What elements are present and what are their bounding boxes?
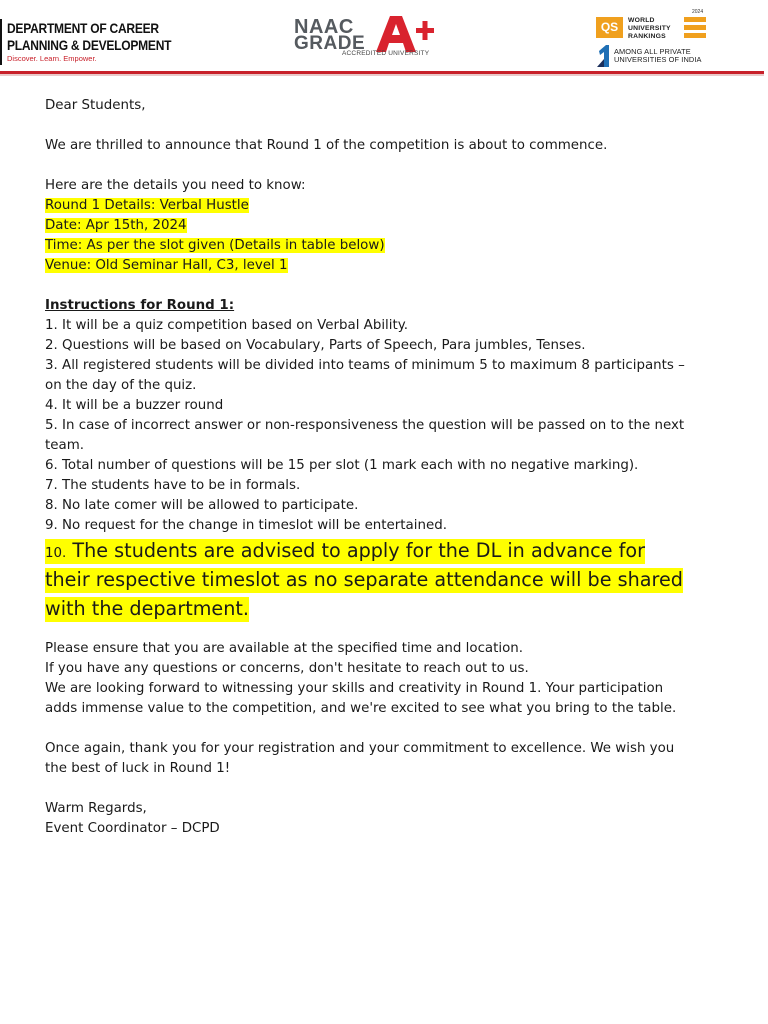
dcpd-logo-bar — [0, 19, 2, 65]
closing-paragraph: adds immense value to the competition, and we're excited to see what you bring to the table. — [45, 701, 677, 716]
detail-date: Date: Apr 15th, 2024 — [45, 218, 187, 233]
qs-line2: UNIVERSITY — [628, 25, 671, 32]
instructions-heading: Instructions for Round 1: — [45, 298, 235, 313]
instruction-item: 9. No request for the change in timeslot will be entertained. — [45, 518, 447, 533]
detail-venue: Venue: Old Seminar Hall, C3, level 1 — [45, 258, 288, 273]
advisory-note-line — [45, 594, 725, 623]
detail-event: Round 1 Details: Verbal Hustle — [45, 198, 249, 213]
details-lead: Here are the details you need to know: — [45, 178, 306, 193]
signature: Event Coordinator – DCPD — [45, 821, 220, 836]
instruction-item: on the day of the quiz. — [45, 378, 197, 393]
qs-among-line2: UNIVERSITIES OF INDIA — [614, 55, 702, 64]
instruction-item: 7. The students have to be in formals. — [45, 478, 301, 493]
detail-time: Time: As per the slot given (Details in table below) — [45, 238, 385, 253]
thanks-paragraph: Once again, thank you for your registration and your commitment to excellence. We wish you — [45, 741, 675, 756]
intro-paragraph: We are thrilled to announce that Round 1 of the competition is about to commence. — [45, 138, 608, 153]
qs-line1: WORLD — [628, 17, 655, 24]
signoff: Warm Regards, — [45, 801, 147, 816]
naac-grade: GRADE — [294, 33, 366, 54]
naac-accredited-text: ACCREDITED UNIVERSITY — [342, 50, 430, 57]
advisory-note-text: The students are advised to apply for the DL in advance for — [66, 539, 645, 562]
qs-among-line1: AMONG ALL PRIVATE — [614, 47, 691, 56]
instruction-item: 1. It will be a quiz competition based on Verbal Ability. — [45, 318, 409, 333]
instruction-item: 3. All registered students will be divided into teams of minimum 5 to maximum 8 participants – — [45, 358, 685, 373]
instruction-item: 2. Questions will be based on Vocabulary, Parts of Speech, Para jumbles, Tenses. — [45, 338, 586, 353]
advisory-note-line — [45, 536, 725, 565]
naac-logo — [292, 16, 442, 60]
qs-line3: RANKINGS — [628, 33, 666, 40]
letter-body — [45, 96, 725, 839]
header-divider-shadow — [0, 74, 764, 76]
advisory-note-text: their respective timeslot as no separate attendance will be shared — [45, 568, 683, 591]
letterhead — [0, 0, 768, 76]
advisory-note-text: with the department. — [45, 597, 250, 620]
dcpd-tagline: Discover. Learn. Empower. — [7, 54, 97, 63]
closing-paragraph: If you have any questions or concerns, don't hesitate to reach out to us. — [45, 661, 529, 676]
naac-word: NAAC — [294, 16, 354, 38]
thanks-paragraph: the best of luck in Round 1! — [45, 761, 231, 776]
instruction-item: 8. No late comer will be allowed to participate. — [45, 498, 359, 513]
closing-paragraph: Please ensure that you are available at the specified time and location. — [45, 641, 524, 656]
dcpd-logo-line1: DEPARTMENT OF CAREER — [7, 20, 159, 36]
instruction-item: 6. Total number of questions will be 15 per slot (1 mark each with no negative marking). — [45, 458, 639, 473]
advisory-note-number: 10. — [45, 546, 67, 561]
a-plus-grade-icon — [376, 16, 436, 52]
qs-year: 2024 — [692, 9, 704, 15]
instruction-item: 5. In case of incorrect answer or non-responsiveness the question will be passed on to the next — [45, 418, 685, 433]
advisory-note-line — [45, 565, 725, 594]
qs-rankings-logo — [596, 9, 708, 67]
salutation: Dear Students, — [45, 98, 146, 113]
qs-logo-box: QS — [596, 17, 623, 38]
instruction-item: 4. It will be a buzzer round — [45, 398, 224, 413]
rank-number-one-icon — [597, 45, 611, 67]
dcpd-logo-line2: PLANNING & DEVELOPMENT — [7, 37, 172, 53]
instruction-item: team. — [45, 438, 84, 453]
closing-paragraph: We are looking forward to witnessing your skills and creativity in Round 1. Your participation — [45, 681, 664, 696]
